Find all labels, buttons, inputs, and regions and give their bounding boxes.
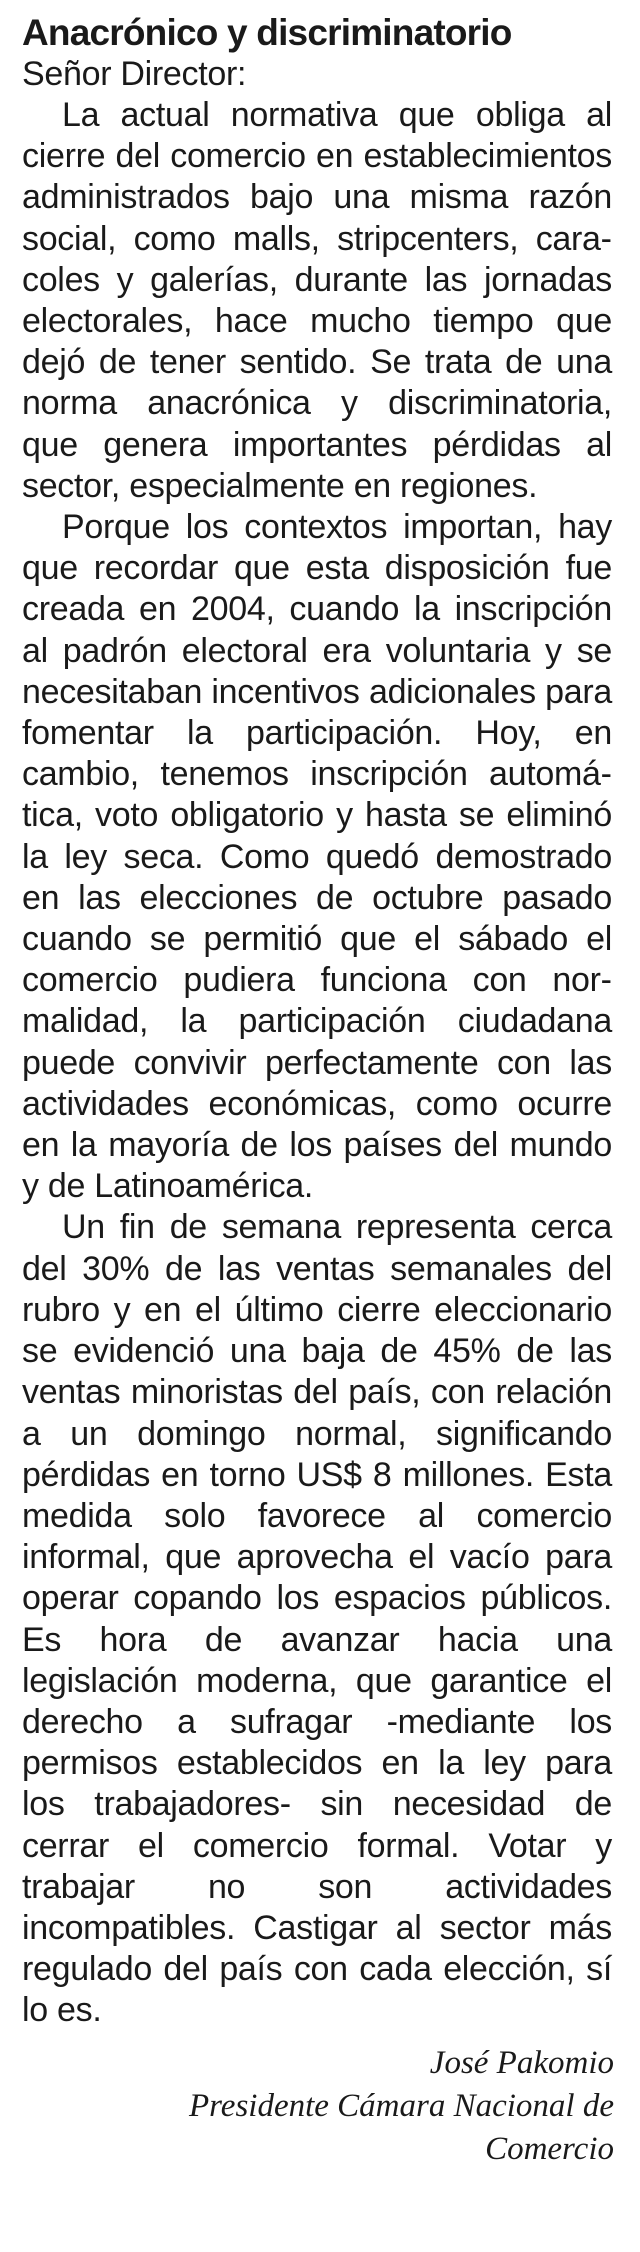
signature-organization: Comercio	[485, 2131, 614, 2167]
letter-paragraph-2: Porque los contextos importan, hay que recordar que esta disposición fue creada en 2004, cuando la inscripción al padrón electoral era voluntaria y se necesitaban incentivos adicionales para fomentar la participación. Hoy, en cambio, tenemos inscripción automática, voto obligatorio y hasta se eliminó la ley seca. Como quedó demostrado en las elecciones de octubre pasado cuando se permitió que el sábado el comercio pudiera funciona con normalidad, la participación ciudadana puede convivir perfectamente con las actividades económicas, como ocurre en la mayoría de los países del mundo y de Latinoamérica.	[22, 508, 612, 1206]
signature-block	[189, 2042, 614, 2171]
letter-salutation: Señor Director:	[22, 55, 247, 93]
letter-title: Anacrónico y discriminatorio	[22, 12, 512, 53]
letter-paragraph-1: La actual normativa que obliga al cierre del comercio en establecimientos administrados bajo una misma razón social, como malls, stripcenters, caracoles y galerías, durante las jornadas electorales, hace mucho tiempo que dejó de tener sentido. Se trata de una norma anacrónica y discriminatoria, que genera importantes pérdidas al sector, especialmente en regiones.	[22, 96, 612, 505]
signature-name: José Pakomio	[429, 2045, 614, 2081]
letter-paragraph-3: Un fin de semana representa cerca del 30% de las ventas semanales del rubro y en el último cierre eleccionario se evidenció una baja de 45% de las ventas minoristas del país, con relación a un domingo normal, significando pérdidas en torno US$ 8 millones. Esta medida solo favorece al comercio informal, que aprovecha el vacío para operar copando los espacios públicos. Es hora de avanzar hacia una legislación moderna, que garantice el derecho a sufragar -mediante los permisos establecidos en la ley para los trabajadores- sin necesidad de cerrar el comercio formal. Votar y trabajar no son actividades incompatibles. Castigar al sector más regulado del país con cada elección, sí lo es.	[22, 1208, 612, 2030]
letter-article	[22, 12, 612, 2032]
letter-body	[22, 95, 612, 2032]
signature-position: Presidente Cámara Nacional de	[189, 2088, 614, 2124]
